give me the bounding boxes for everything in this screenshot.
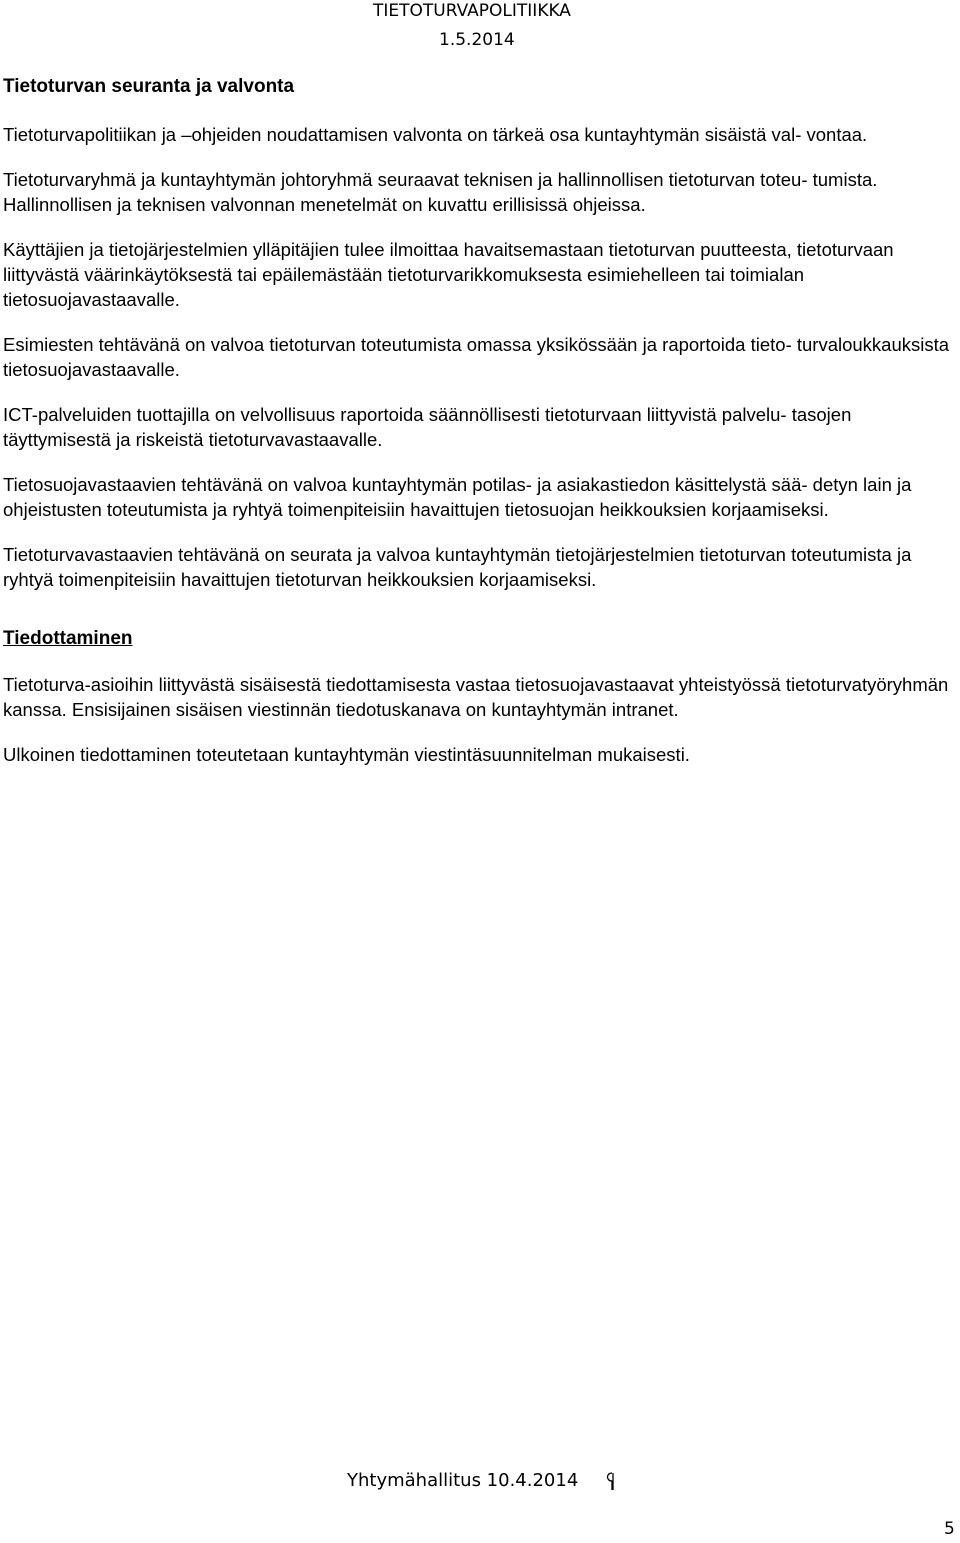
paragraph: Ulkoinen tiedottaminen toteutetaan kuntayhtymän viestintäsuunnitelman mukaisesti. [3,744,690,765]
page-number: 5 [944,1519,955,1539]
document-date: 1.5.2014 [439,30,515,50]
paragraph-mark-icon [603,1470,615,1492]
paragraph: Esimiesten tehtävänä on valvoa tietoturvan toteutumista omassa yksikössään ja raportoida tieto- turvaloukkauksista tietosuojavastaavalle. [3,334,950,380]
section-heading-monitoring: Tietoturvan seuranta ja valvonta [3,76,295,97]
paragraph: Tietosuojavastaavien tehtävänä on valvoa kuntayhtymän potilas- ja asiakastiedon käsittelystä sää- detyn lain ja ohjeistusten toteutumista ja ryhtyä toimenpiteisiin havaittujen tietosuojan heikkouksien korjaamiseksi. [3,474,912,520]
document-body [3,74,955,787]
paragraph: Tietoturvapolitiikan ja –ohjeiden noudattamisen valvonta on tärkeä osa kuntayhtymän sisäistä val- vontaa. [3,124,868,145]
paragraph: Tietoturvaryhmä ja kuntayhtymän johtoryhmä seuraavat teknisen ja hallinnollisen tietoturvan toteu- tumista. Hallinnollisen ja teknisen valvonnan menetelmät on kuvattu erillisissä ohjeissa. [3,169,878,215]
paragraph: Käyttäjien ja tietojärjestelmien ylläpitäjien tulee ilmoittaa havaitsemastaan tietoturvan puutteesta, tietoturvaan liittyvästä väärinkäytöksestä tai epäilemästään tietoturvarikkomuksesta esimiehelleen tai toimialan tietosuojavastaavalle. [3,239,894,310]
section-heading-communication: Tiedottaminen [3,628,133,649]
document-title: TIETOTURVAPOLITIIKKA [373,1,571,21]
paragraph: Tietoturva-asioihin liittyvästä sisäisestä tiedottamisesta vastaa tietosuojavastaavat yhteistyössä tietoturvatyöryhmän kanssa. Ensisijainen sisäisen viestinnän tiedotuskanava on kuntayhtymän intranet. [3,674,949,720]
paragraph: Tietoturvavastaavien tehtävänä on seurata ja valvoa kuntayhtymän tietojärjestelmien tietoturvan toteutumista ja ryhtyä toimenpiteisiin havaittujen tietoturvan heikkouksien korjaamiseksi. [3,544,912,590]
paragraph: ICT-palveluiden tuottajilla on velvollisuus raportoida säännöllisesti tietoturvaan liittyvistä palvelu- tasojen täyttymisestä ja riskeistä tietoturvavastaavalle. [3,404,852,450]
approval-note: Yhtymähallitus 10.4.2014 [347,1470,579,1491]
